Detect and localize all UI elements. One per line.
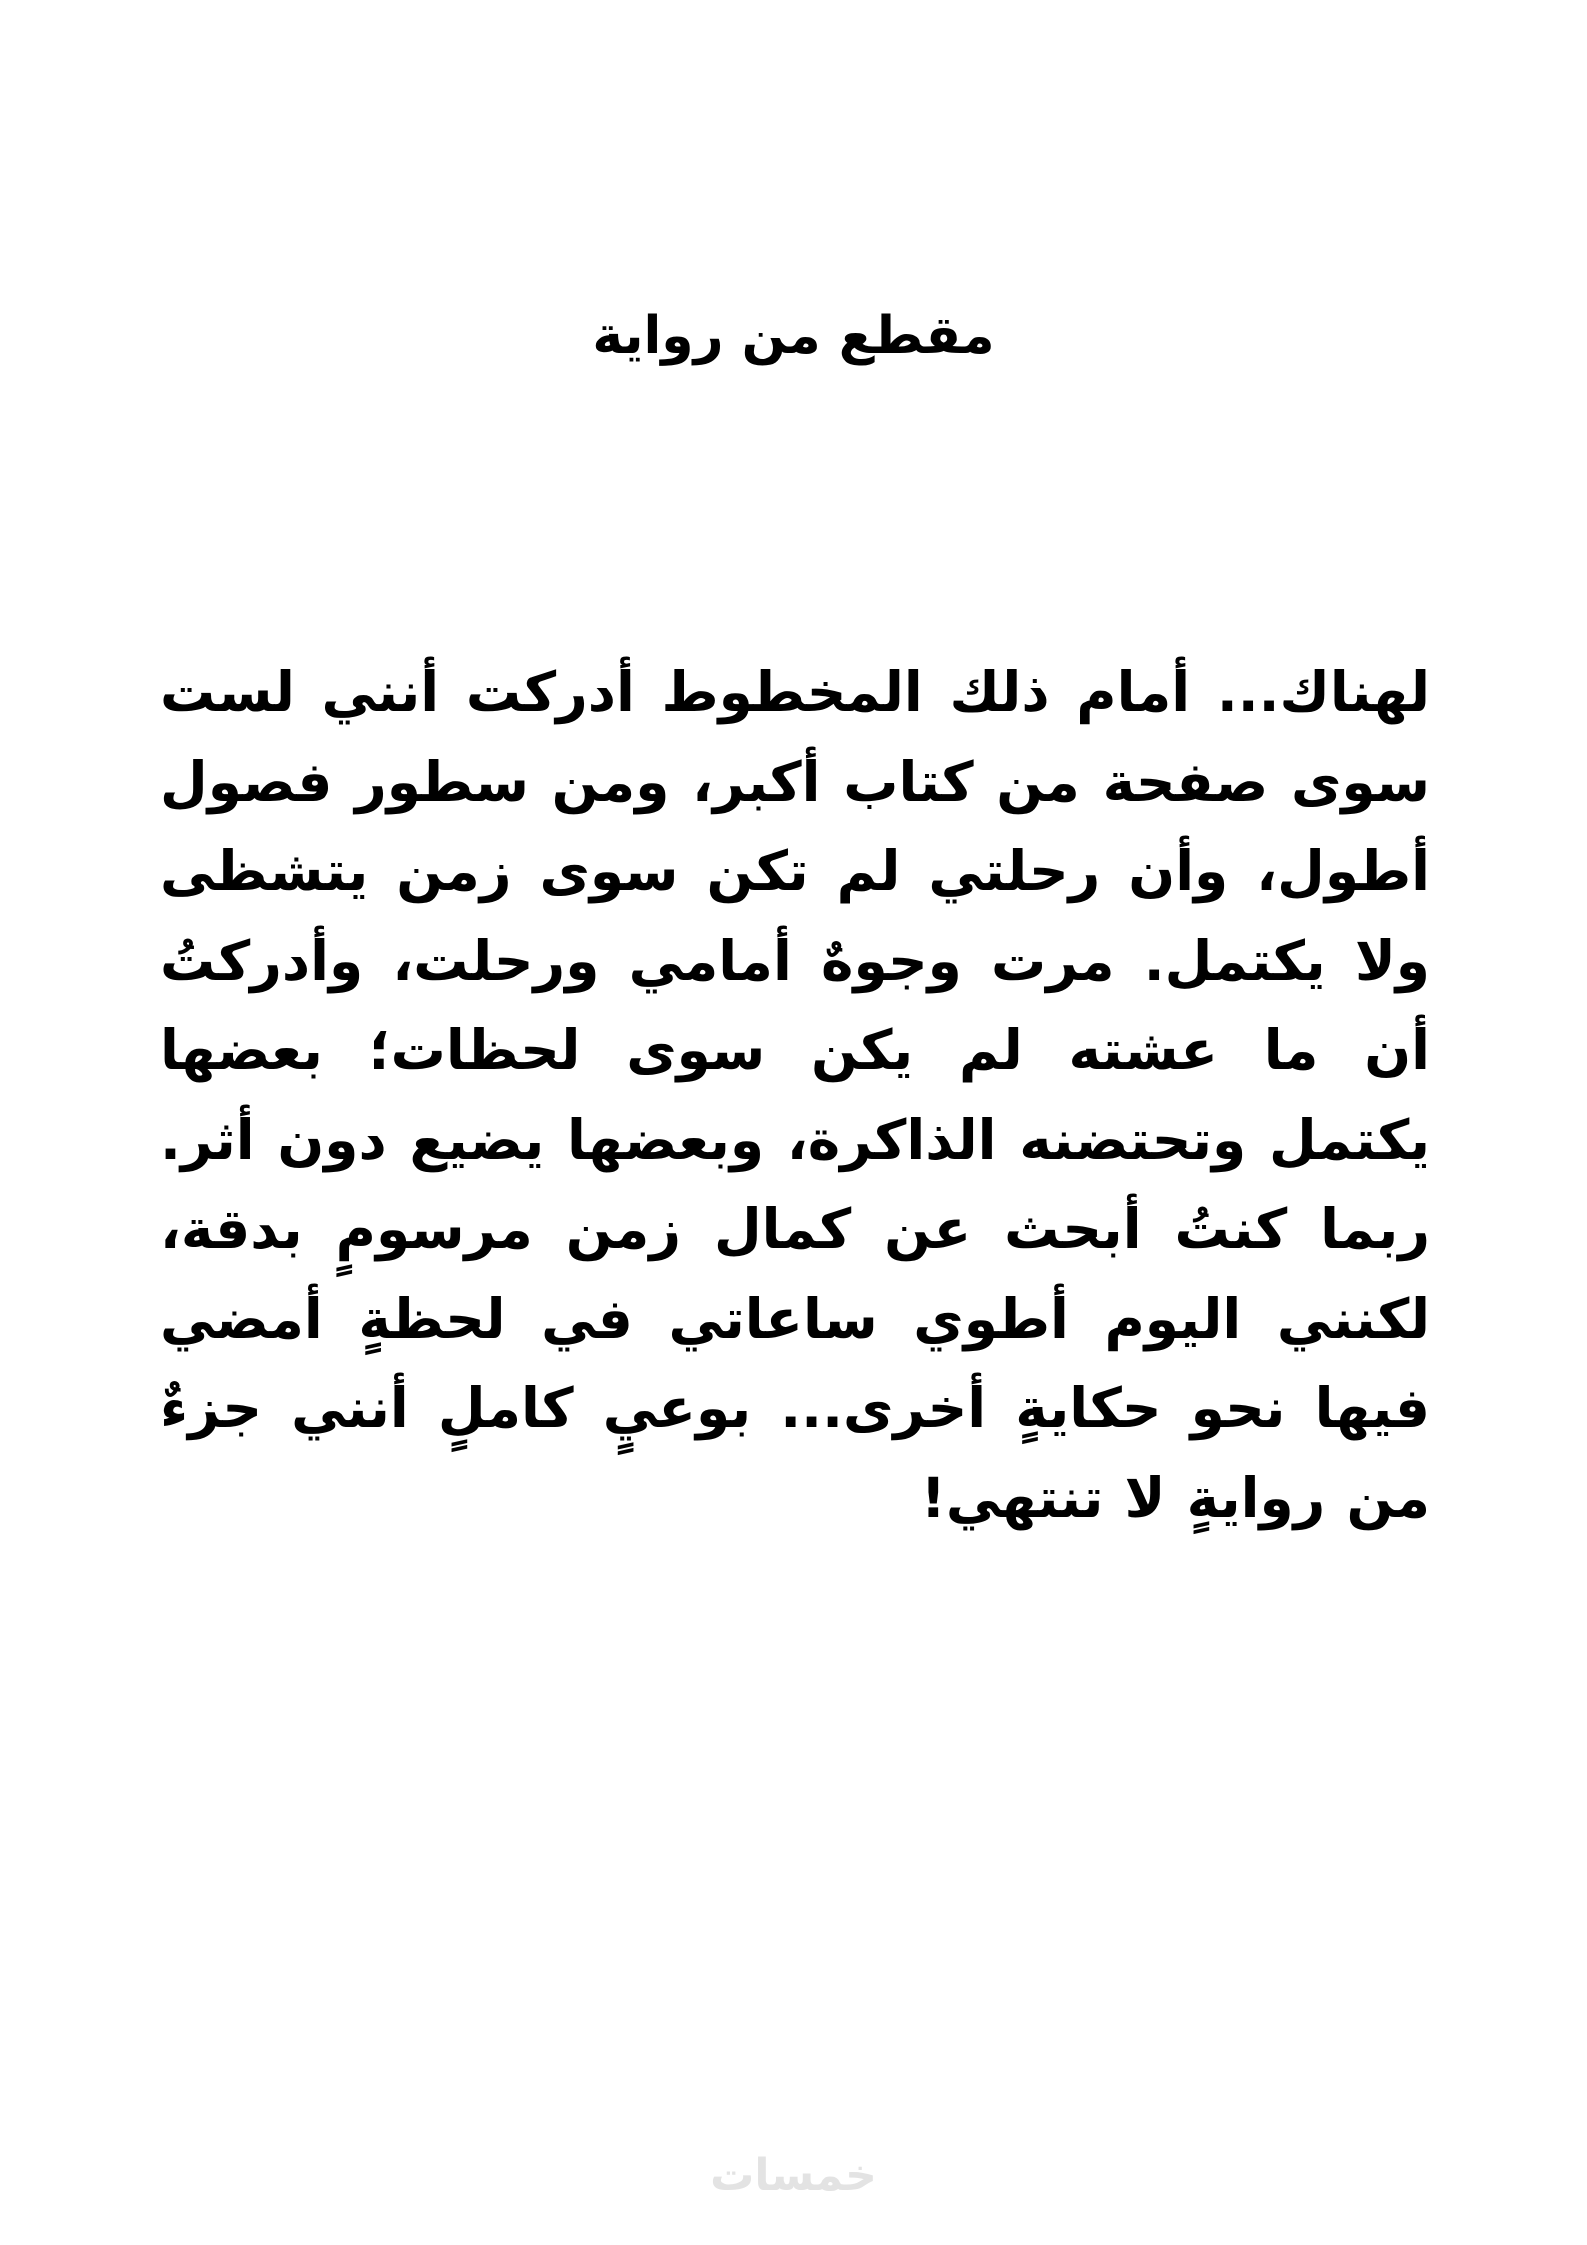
document-body-paragraph: لهناك... أمام ذلك المخطوط أدركت أنني لست سوى صفحة من كتاب أكبر، ومن سطور فصول أطول، وأن رحلتي لم تكن سوى زمن يتشظى ولا يكتمل. مرت وجوهٌ أمامي ورحلت، وأدركتُ أن ما عشته لم يكن سوى لحظات؛ بعضها يكتمل وتحتضنه الذاكرة، وبعضها يضيع دون أثر. ربما كنتُ أبحث عن كمال زمن مرسومٍ بدقة، لكنني اليوم أطوي ساعاتي في لحظةٍ أمضي فيها نحو حكايةٍ أخرى... بوعيٍ كاملٍ أنني جزءٌ من روايةٍ لا تنتهي! bbox=[160, 660, 1430, 1530]
watermark-logo: خمسات bbox=[710, 2150, 877, 2201]
document-title: مقطع من رواية bbox=[592, 306, 995, 366]
